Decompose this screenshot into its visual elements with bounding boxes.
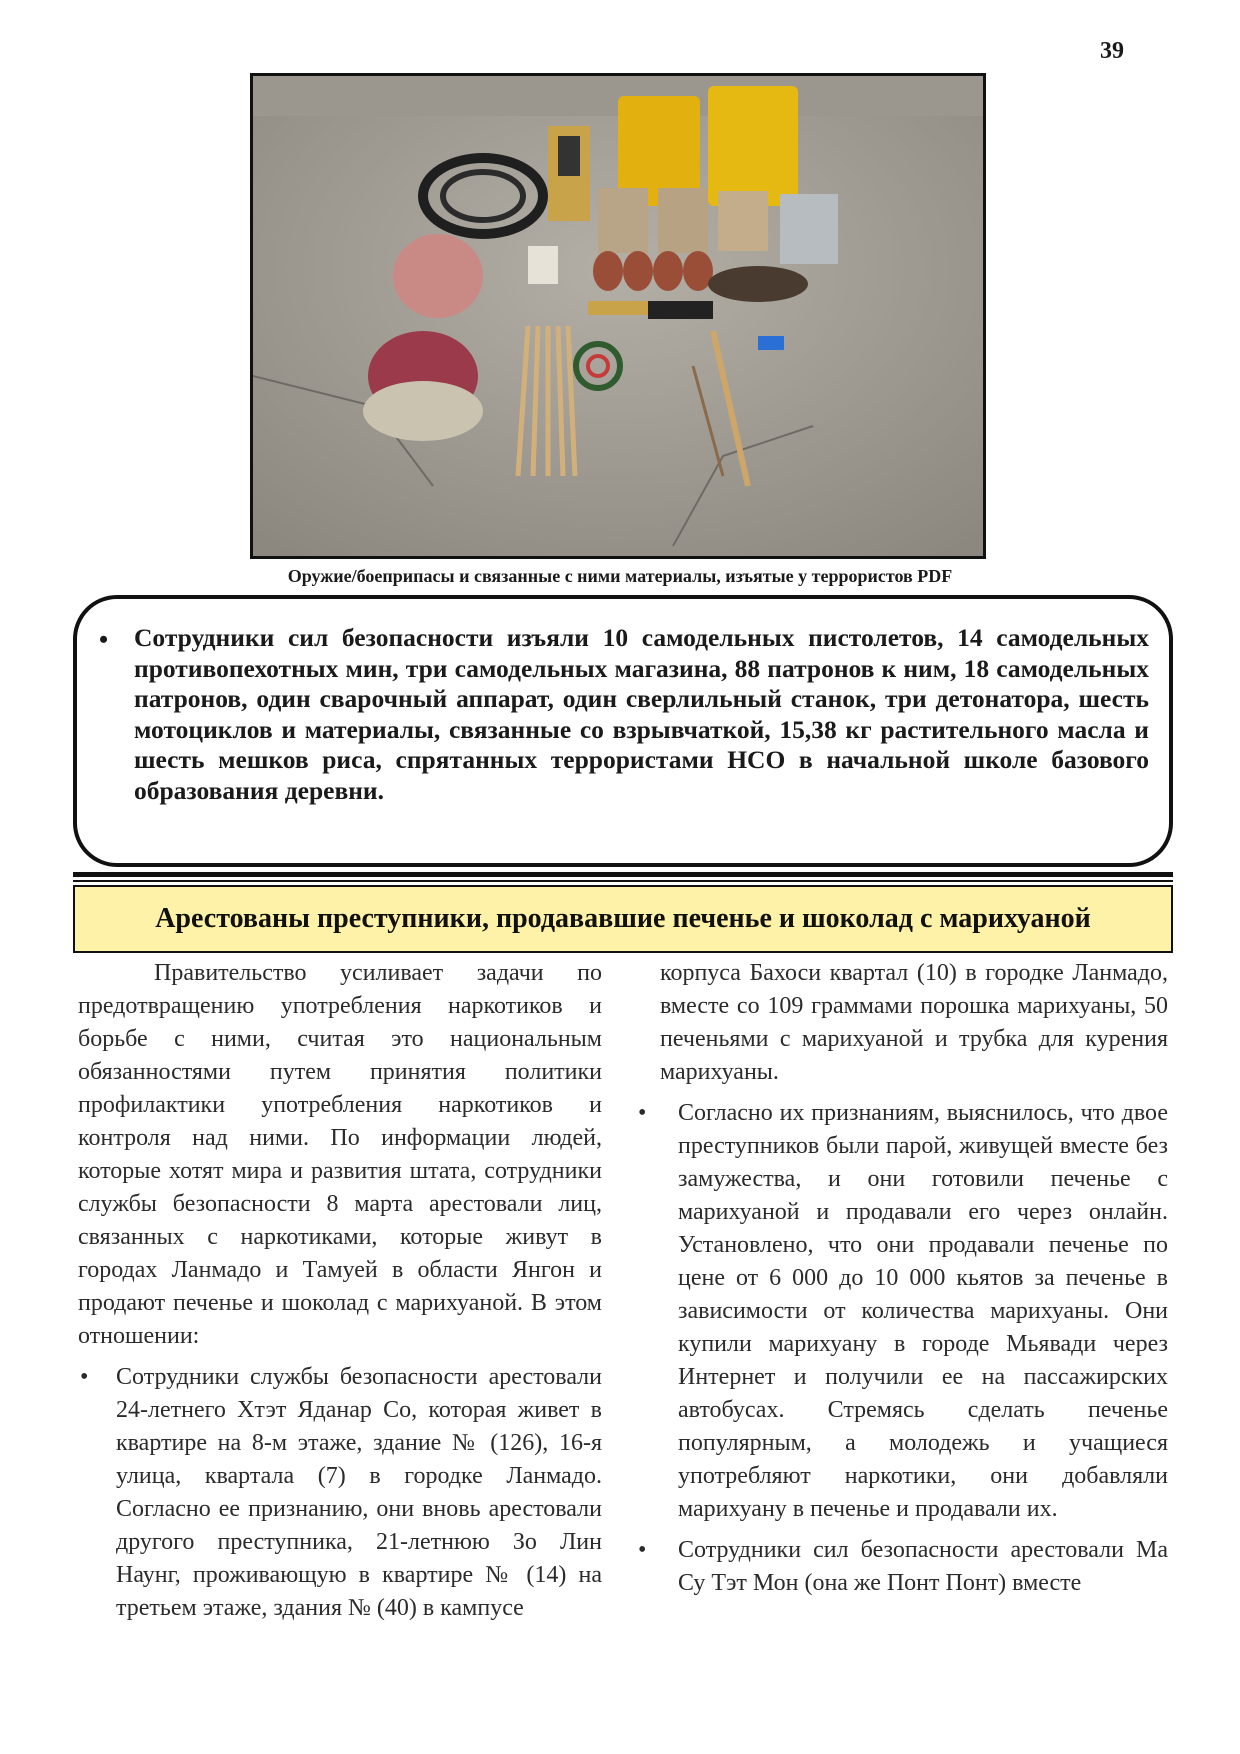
article-bullet-1: Сотрудники службы безопасности арестовали 24-летнего Хтэт Яданар Со, которая живет в квартире на 8-м этаже, здание № (126), 16-я улица, квартала (7) в городке Ланмадо. Согласно ее признанию, они вновь арестовали другого преступника, 21-летнюю Зо Лин Наунг, проживающую в квартире № (14) на третьем этаже, здания № (40) в кампусе — [116, 1364, 602, 1621]
article-bullet-2: Согласно их признаниям, выяснилось, что двое преступников были парой, живущей вместе без замужества, и они готовили печенье с марихуаной и продавали его через онлайн. Установлено, что они продавали печенье по цене от 6 000 до 10 000 кьятов за печенье в зависимости от количества марихуаны. Они купили марихуану в городе Мьявади через Интернет и получили ее на пассажирских автобусах. Стремясь сделать печенье популярным, а молодежь и учащиеся употребляют наркотики, они добавляли марихуану в печенье и продавали их. — [678, 1100, 1168, 1522]
divider-thick — [73, 872, 1173, 877]
headline-box — [73, 885, 1173, 953]
article-bullet-3: Сотрудники сил безопасности арестовали Ма Су Тэт Мон (она же Понт Понт) вместе — [678, 1537, 1168, 1596]
bullet-icon: • — [638, 1537, 647, 1563]
info-box-text: Сотрудники сил безопасности изъяли 10 самодельных пистолетов, 14 самодельных противопехотных мин, три самодельных магазина, 88 патронов к ним, 18 самодельных патронов, один сварочный аппарат, один сверлильный станок, три детонатора, шесть мотоциклов и материалы, связанные со взрывчаткой, 15,38 кг растительного масла и шесть мешков риса, спрятанных террористами НСО в начальной школе базового образования деревни. — [134, 623, 1149, 805]
page-number: 39 — [1100, 38, 1124, 64]
list-item — [80, 1361, 602, 1625]
bullet-icon: • — [638, 1100, 647, 1126]
article-intro: Правительство усиливает задачи по предотвращению употребления наркотиков и борьбе с ними, считая это национальным обязанностями путем принятия политики профилактики употребления наркотиков и контроля над ними. По информации людей, которые хотят мира и развития штата, сотрудники службы безопасности 8 марта арестовали лиц, связанных с наркотиками, которые живут в городах Ланмадо и Тамуей в области Янгон и продают печенье и шоколад с марихуаной. В этом отношении: — [78, 960, 602, 1349]
seized-weapons-photo — [250, 73, 986, 559]
article-column-left — [78, 957, 602, 1625]
photo-illustration — [253, 76, 983, 556]
photo-caption: Оружие/боеприпасы и связанные с ними материалы, изъятые у террористов PDF — [287, 566, 953, 586]
article-bullet-1-continued: корпуса Бахоси квартал (10) в городке Ланмадо, вместе со 109 граммами порошка марихуаны, 50 печеньями с марихуаной и трубка для курения марихуаны. — [660, 960, 1168, 1085]
list-item — [638, 1097, 1168, 1526]
divider-thin — [73, 880, 1173, 882]
bullet-icon: • — [99, 625, 109, 654]
article-headline: Арестованы преступники, продававшие печенье и шоколад с марихуаной — [155, 903, 1091, 934]
article-column-right — [638, 957, 1168, 1600]
bullet-icon: • — [80, 1364, 89, 1390]
list-item — [638, 1534, 1168, 1600]
info-box — [73, 595, 1173, 867]
